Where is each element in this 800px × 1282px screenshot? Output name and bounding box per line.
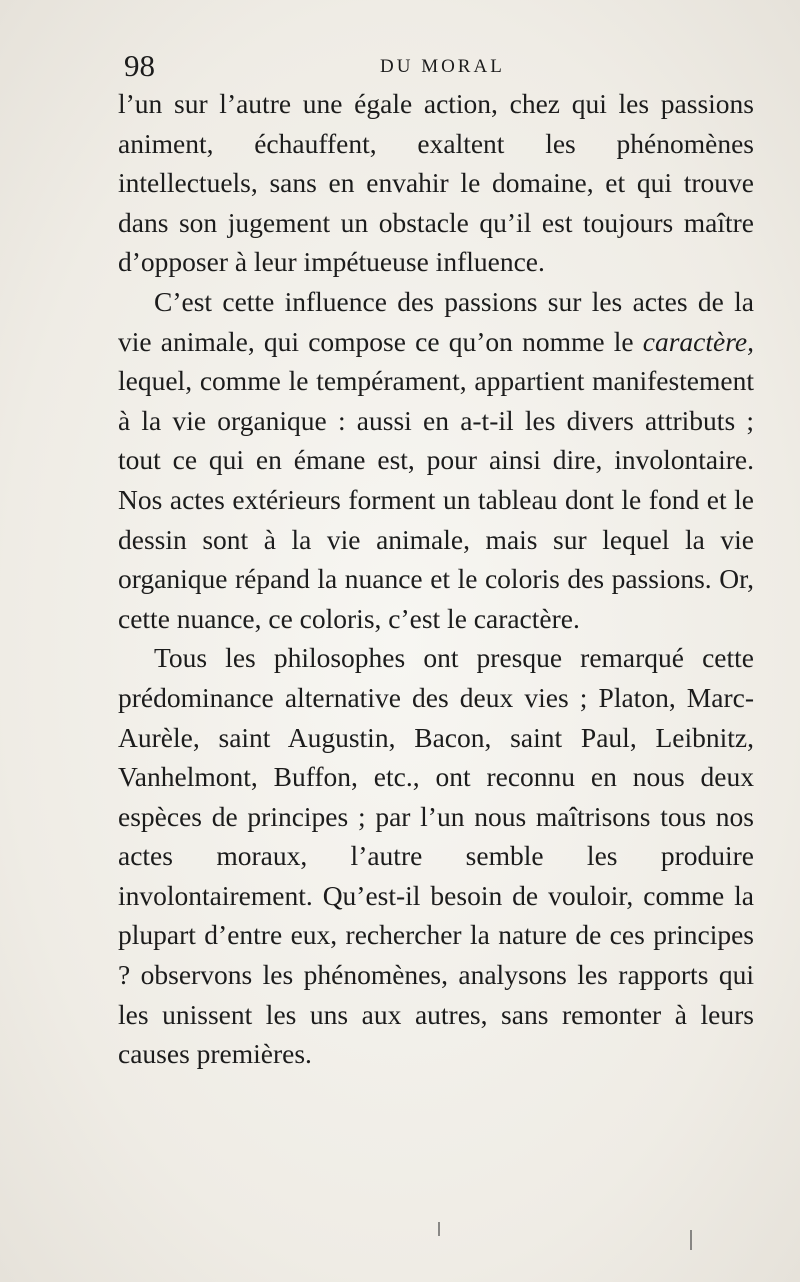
running-head: DU MORAL: [380, 56, 505, 77]
page-number: 98: [124, 48, 155, 83]
scan-speck: [438, 1222, 440, 1236]
paragraph-1: [118, 84, 754, 282]
body-text: [118, 84, 754, 1074]
paragraph-2-italic-term: caractère,: [642, 325, 754, 357]
paragraph-1-text: l’un sur l’autre une égale action, chez qui les passions animent, échauffent, exaltent les phénomènes intellectuels, sans en envahir le domaine, et qui trouve dans son jugement un obstacle qu’il est toujours maître d’opposer à leur impétueuse influence.: [118, 88, 754, 278]
paragraph-3: [118, 638, 754, 1074]
paragraph-2: [118, 282, 754, 638]
paragraph-3-text: Tous les philosophes ont presque remarqué cette prédominance alternative des deux vies ; Platon, Marc-Aurèle, saint Augustin, Bacon, saint Paul, Leibnitz, Vanhelmont, Buffon, etc., ont reconnu en nous deux espèces de principes ; par l’un nous maîtrisons tous nos actes moraux, l’autre semble les produire involontairement. Qu’est-il besoin de vouloir, comme la plupart d’entre eux, rechercher la nature de ces principes ? observons les phénomènes, analysons les rapports qui les unissent les uns aux autres, sans remonter à leurs causes premières.: [118, 642, 754, 1070]
page-header: [118, 46, 752, 86]
paragraph-2-text-b: lequel, comme le tempérament, appartient manifestement à la vie organique : aussi en a-t-il les divers attributs ; tout ce qui en émane est, pour ainsi dire, involontaire. Nos actes extérieurs forment un tableau dont le fond et le dessin sont à la vie animale, mais sur lequel la vie organique répand la nuance et le coloris des passions. Or, cette nuance, ce coloris, c’est le caractère.: [118, 365, 754, 634]
paragraph-2-text-a: C’est cette influence des passions sur les actes de la vie animale, qui compose ce qu’on nomme le: [118, 285, 754, 357]
scan-speck: [690, 1230, 692, 1250]
